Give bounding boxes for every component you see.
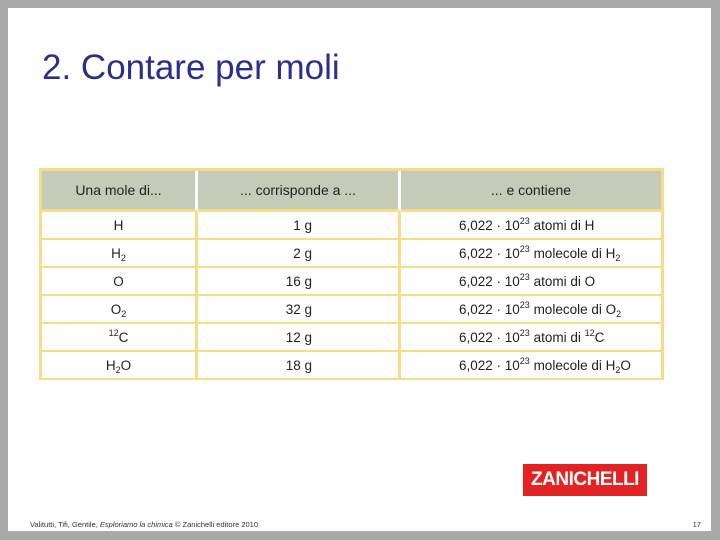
cell-contents: $6,022 \cdot 10^{23}$ atomi di O (401, 268, 661, 296)
cell-substance: O (42, 268, 198, 296)
cell-substance: $H_2O$ (42, 352, 198, 378)
cell-substance: H (42, 212, 198, 240)
cell-mass: 32 g (198, 296, 401, 324)
cell-mass: 12 g (198, 324, 401, 352)
cell-contents: $6,022 \cdot 10^{23}$ atomi di H (401, 212, 661, 240)
mole-table-frame (39, 168, 664, 380)
cell-substance: $^{12}$C (42, 324, 198, 352)
slide (8, 8, 711, 531)
cell-contents: $6,022 \cdot 10^{23}$ molecole di $O_2$ (401, 296, 661, 324)
table-row (42, 240, 661, 268)
table-row (42, 352, 661, 378)
page-number: 17 (692, 520, 701, 529)
table-row (42, 324, 661, 352)
table-row (42, 268, 661, 296)
mole-table (42, 171, 661, 378)
header-substance: Una mole di... (42, 171, 198, 212)
cell-contents: $6,022 \cdot 10^{23}$ molecole di $H_2O$ (459, 355, 631, 375)
slide-title: 2. Contare per moli (42, 48, 340, 87)
footer-credits: Valitutti, Tifi, Gentile, Esploriamo la chimica © Zanichelli editore 2010 (30, 520, 259, 529)
cell-mass: 2 g (198, 240, 401, 268)
cell-substance: $H_2$ (42, 240, 198, 268)
header-contents: ... e contiene (401, 171, 661, 212)
cell-mass: 1 g (198, 212, 401, 240)
header-mass: ... corrisponde a ... (198, 171, 401, 212)
table-row (42, 212, 661, 240)
table-header-row (42, 171, 661, 212)
cell-mass: 16 g (198, 268, 401, 296)
cell-contents: $6,022 \cdot 10^{23}$ atomi di $^{12}$C (401, 324, 661, 352)
zanichelli-logo: ZANICHELLI (523, 464, 647, 496)
cell-substance: $O_2$ (42, 296, 198, 324)
cell-contents: $6,022 \cdot 10^{23}$ molecole di $H_2$ (401, 240, 661, 268)
table-row (42, 296, 661, 324)
cell-mass: 18 g (198, 352, 401, 378)
